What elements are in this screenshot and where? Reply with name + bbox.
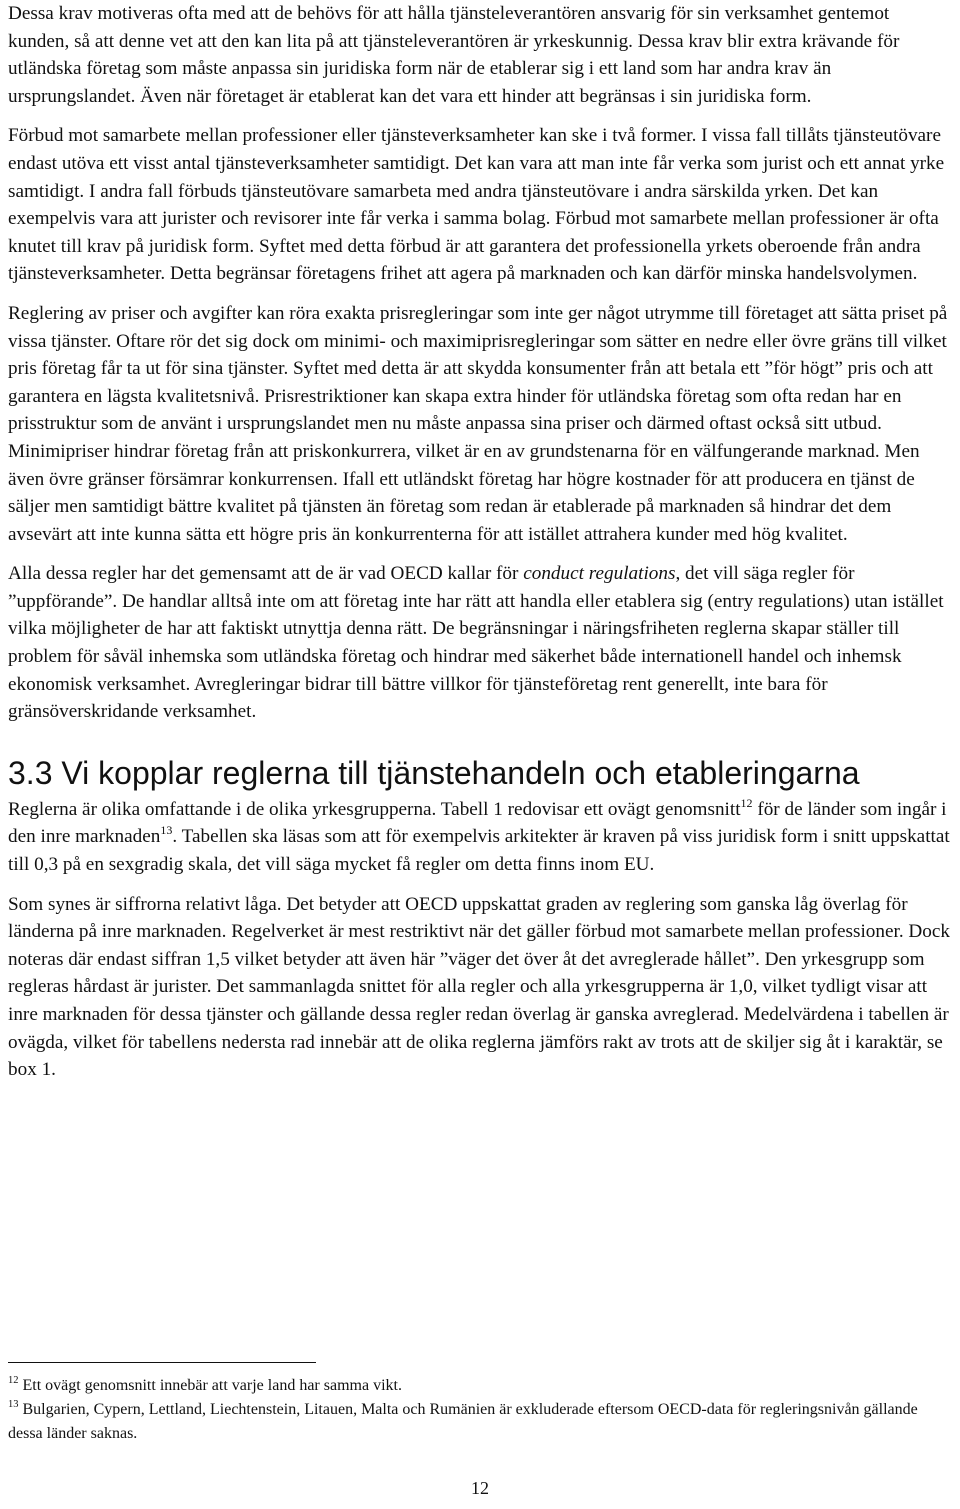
document-body — [8, 0, 952, 1084]
text-segment: . Tabellen ska läsas som att för exempelvis arkitekter är kraven på viss juridisk form i snitt uppskattat till 0,3 på en sexgradig skala, det vill säga mycket få regler om detta finns inom EU. — [8, 826, 950, 876]
page-number: 12 — [471, 1478, 489, 1498]
footnote-text: Ett ovägt genomsnitt innebär att varje land har samma vikt. — [18, 1377, 402, 1394]
paragraph-prisreglering: Reglering av priser och avgifter kan röra exakta prisregleringar som inte ger något utrymme till företaget att sätta priset på vissa tjänster. Oftare rör det sig dock om minimi- och maximiprisregleringar som sätter en nedre eller övre gräns till vilket pris företag får ta ut för sina tjänster. Syftet med detta är att skydda konsumenter från att betala ett ”för högt” pris och att garantera en lägsta kvalitetsnivå. Prisrestriktioner kan skapa extra hinder för utländska företag som ofta redan har en prisstruktur som de använt i ursprungslandet men nu måste anpassa sina priser och därmed oftast också sitt utbud. Minimipriser hindrar företag från att priskonkurrera, vilket är en av grundstenarna för en välfungerande marknad. Men även övre gränser försämrar konkurrensen. Ifall ett utländskt företag har högre kostnader för att producera en tjänst de säljer men samtidigt bättre kvalitet på tjänsten än företag som redan är etablerade på marknaden så hindrar det dem avsevärt att inte kunna sätta ett högre pris än konkurrenterna för att istället attrahera kunder med hög kvalitet. — [8, 302, 948, 545]
text-segment: för de länder som ingår i den inre marknaden — [8, 798, 947, 848]
footnote-ref-13[interactable]: 13 — [160, 823, 173, 838]
footnote-number: 13 — [8, 1399, 19, 1410]
text-segment: Reglerna är olika omfattande i de olika yrkesgrupperna. Tabell 1 redovisar ett ovägt genomsnitt — [8, 798, 741, 820]
footnotes — [8, 1374, 952, 1446]
footnote-12 — [8, 1374, 952, 1398]
paragraph-conduct-regulations — [8, 560, 952, 726]
text-segment: , det vill säga regler för ”uppförande”. De handlar alltså inte om att företag inte har rätt att handla eller etablera sig (entry regulations) utan istället vilka möjligheter de har att faktiskt utnyttja denna rätt. De begränsningar i näringsfriheten reglerna skapar ställer till problem för såväl inhemska som utländska företag och hindrar med säkerhet både internationell handel och inhemsk ekonomisk verksamhet. Avregleringar bidrar till bättre villkor för tjänsteföretag rent generellt, inte bara för gränsöverskridande verksamhet. — [8, 563, 944, 723]
italic-term: conduct regulations — [523, 563, 676, 585]
text-segment: Alla dessa regler har det gemensamt att de är vad OECD kallar för — [8, 563, 524, 585]
paragraph-analys: Som synes är siffrorna relativt låga. Det betyder att OECD uppskattat graden av reglering som ganska låg överlag för länderna på inre marknaden. Regelverket är mest restriktivt när det gäller förbud mot samarbete mellan professioner. Dock noteras där endast siffran 1,5 vilket betyder att även här ”väger det över åt det avreglerade hållet”. Den yrkesgrupp som regleras hårdast är jurister. Det sammanlagda snittet för alla regler och alla yrkesgrupperna är 1,0, vilket tydligt visar att inre marknaden för dessa tjänster och gällande dessa regler redan överlag är ganska avreglerad. Medelvärdena i tabellen är ovägda, vilket för tabellens nedersta rad innebär att de olika reglerna jämförs rakt av trots att de skiljer sig åt i karaktär, se box 1. — [8, 893, 950, 1081]
footnote-13 — [8, 1398, 952, 1446]
paragraph-juridisk-form: Dessa krav motiveras ofta med att de behövs för att hålla tjänsteleverantören ansvarig för sin verksamhet gentemot kunden, så att denne vet att den kan lita på att tjänsteleverantören är yrkeskunnig. Dessa krav blir extra krävande för utländska företag som måste anpassa sin juridiska form när de etablerar sig i ett land som har andra krav än ursprungslandet. Även när företaget är etablerat kan det vara ett hinder att begränsas i sin juridiska form. — [8, 3, 900, 107]
paragraph-tabell-intro — [8, 796, 952, 879]
footnote-text: Bulgarien, Cypern, Lettland, Liechtenstein, Litauen, Malta och Rumänien är exkluderade eftersom OECD-data för regleringsnivån gällande dessa länder saknas. — [8, 1401, 918, 1442]
footnote-number: 12 — [8, 1375, 19, 1386]
paragraph-samarbetsforbud: Förbud mot samarbete mellan professioner eller tjänsteverksamheter kan ske i två former. I vissa fall tillåts tjänsteutövare endast utöva ett visst antal tjänsteverksamheter samtidigt. Det kan vara att man inte får verka som jurist och ett annat yrke samtidigt. I andra fall förbuds tjänsteutövare samarbeta med andra tjänsteutövare i andra särskilda yrken. Det kan exempelvis vara att jurister och revisorer inte får verka i samma bolag. Förbud mot samarbete mellan professioner är ofta knutet till krav på juridisk form. Syftet med detta förbud är att garantera det professionella yrkets oberoende från andra tjänsteverksamheter. Detta begränsar företagens frihet att agera på marknaden och kan därför minska handelsvolymen. — [8, 125, 945, 285]
footnote-ref-12[interactable]: 12 — [740, 795, 753, 810]
section-heading: 3.3 Vi kopplar reglerna till tjänstehandeln och etableringarna — [8, 754, 860, 791]
footnote-divider — [8, 1362, 316, 1363]
